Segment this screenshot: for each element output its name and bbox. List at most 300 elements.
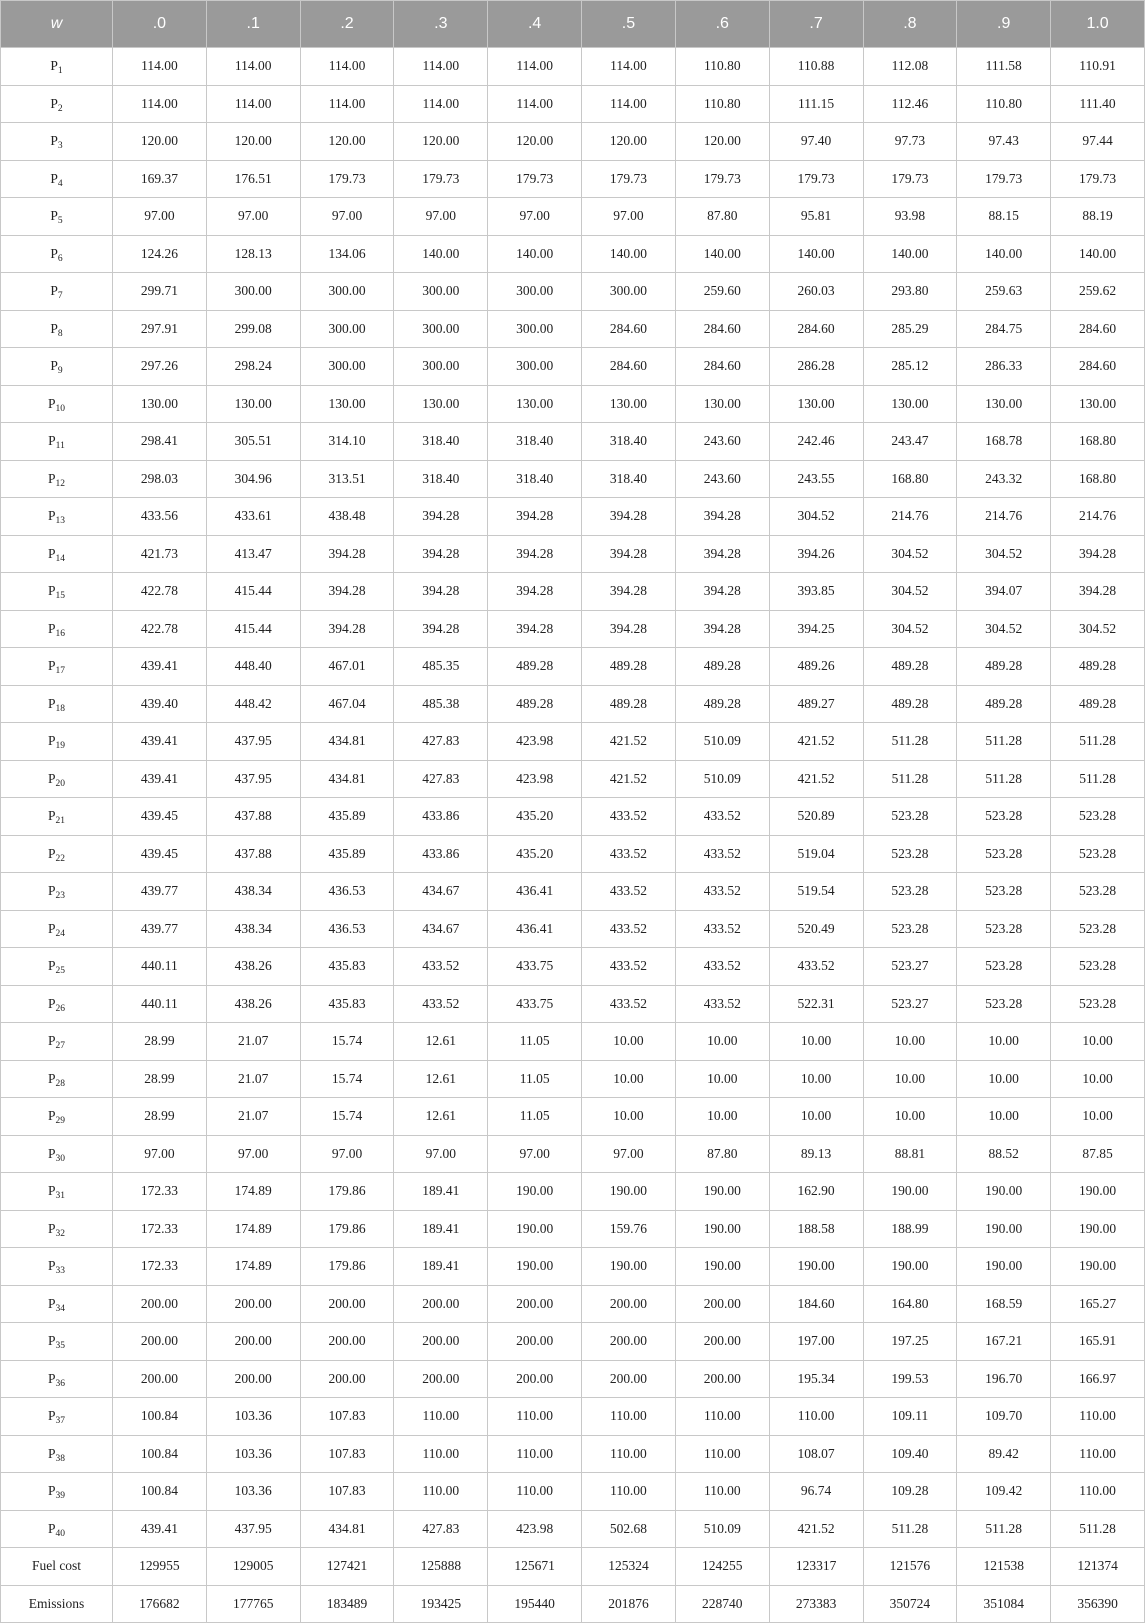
table-cell: 103.36: [206, 1398, 300, 1436]
table-cell: 168.80: [1051, 460, 1145, 498]
row-label: [1, 910, 113, 948]
table-cell: 439.77: [113, 910, 207, 948]
table-cell: 97.00: [300, 1135, 394, 1173]
table-cell: 111.58: [957, 48, 1051, 86]
table-cell: 88.19: [1051, 198, 1145, 236]
table-cell: 179.86: [300, 1210, 394, 1248]
table-cell: 114.00: [394, 85, 488, 123]
row-label: [1, 48, 113, 86]
table-cell: 130.00: [488, 385, 582, 423]
table-cell: 110.00: [488, 1435, 582, 1473]
table-cell: 435.20: [488, 798, 582, 836]
table-cell: 285.29: [863, 310, 957, 348]
table-row: [1, 1098, 1145, 1136]
table-cell: 284.60: [1051, 348, 1145, 386]
row-label-text: P: [47, 395, 56, 411]
row-label-subscript: 28: [55, 1078, 65, 1089]
table-cell: 433.86: [394, 835, 488, 873]
table-cell: 304.52: [957, 610, 1051, 648]
table-cell: 140.00: [488, 235, 582, 273]
table-cell: 523.28: [957, 948, 1051, 986]
table-cell: 179.73: [394, 160, 488, 198]
table-cell: 107.83: [300, 1435, 394, 1473]
row-label-subscript: 5: [57, 216, 63, 227]
table-cell: 179.73: [675, 160, 769, 198]
row-label-text: P: [50, 245, 58, 261]
table-cell: 28.99: [113, 1098, 207, 1136]
row-label: [1, 1585, 113, 1623]
row-label-subscript: 36: [55, 1378, 65, 1389]
table-cell: 10.00: [675, 1098, 769, 1136]
table-cell: 523.28: [863, 910, 957, 948]
table-cell: 519.54: [769, 873, 863, 911]
table-cell: 10.00: [863, 1023, 957, 1061]
table-cell: 10.00: [1051, 1098, 1145, 1136]
row-label-subscript: 26: [55, 1003, 65, 1014]
row-label-text: P: [47, 1108, 56, 1124]
row-label-text: P: [47, 1295, 56, 1311]
table-cell: 284.60: [675, 310, 769, 348]
table-cell: 179.73: [300, 160, 394, 198]
table-cell: 438.48: [300, 498, 394, 536]
row-label-text: Emissions: [28, 1595, 85, 1611]
table-row: [1, 1548, 1145, 1586]
table-cell: 10.00: [675, 1060, 769, 1098]
table-cell: 179.86: [300, 1248, 394, 1286]
table-cell: 190.00: [582, 1173, 676, 1211]
table-cell: 523.28: [1051, 948, 1145, 986]
table-row: [1, 1248, 1145, 1286]
row-label-subscript: 15: [55, 591, 65, 602]
table-cell: 214.76: [957, 498, 1051, 536]
row-label-subscript: 27: [55, 1041, 65, 1052]
row-label-text: P: [47, 583, 56, 599]
header-col: .5: [582, 1, 676, 48]
table-cell: 436.53: [300, 910, 394, 948]
table-cell: 433.52: [582, 910, 676, 948]
table-cell: 179.86: [300, 1173, 394, 1211]
table-cell: 433.52: [582, 873, 676, 911]
table-cell: 293.80: [863, 273, 957, 311]
row-label: [1, 535, 113, 573]
table-cell: 394.26: [769, 535, 863, 573]
table-row: [1, 1023, 1145, 1061]
table-cell: 489.28: [582, 648, 676, 686]
table-cell: 394.28: [488, 610, 582, 648]
table-cell: 21.07: [206, 1060, 300, 1098]
row-label: [1, 1398, 113, 1436]
table-cell: 433.52: [675, 910, 769, 948]
table-cell: 300.00: [394, 348, 488, 386]
table-row: [1, 648, 1145, 686]
row-label-subscript: 16: [55, 628, 65, 639]
table-cell: 164.80: [863, 1285, 957, 1323]
table-cell: 97.00: [113, 198, 207, 236]
table-cell: 10.00: [582, 1060, 676, 1098]
table-cell: 427.83: [394, 1510, 488, 1548]
table-cell: 318.40: [488, 460, 582, 498]
table-cell: 440.11: [113, 948, 207, 986]
table-row: [1, 385, 1145, 423]
table-cell: 304.52: [957, 535, 1051, 573]
table-cell: 97.00: [300, 198, 394, 236]
table-cell: 190.00: [957, 1210, 1051, 1248]
table-cell: 130.00: [675, 385, 769, 423]
table-cell: 523.28: [1051, 835, 1145, 873]
row-label: [1, 123, 113, 161]
row-label-subscript: 30: [55, 1153, 65, 1164]
table-cell: 489.27: [769, 685, 863, 723]
table-cell: 114.00: [582, 85, 676, 123]
table-cell: 130.00: [394, 385, 488, 423]
row-label-text: P: [47, 1520, 56, 1536]
table-cell: 188.99: [863, 1210, 957, 1248]
table-cell: 433.52: [582, 985, 676, 1023]
table-cell: 523.28: [957, 873, 1051, 911]
table-cell: 15.74: [300, 1060, 394, 1098]
table-cell: 436.41: [488, 910, 582, 948]
table-cell: 103.36: [206, 1473, 300, 1511]
header-col: .2: [300, 1, 394, 48]
table-cell: 97.44: [1051, 123, 1145, 161]
table-cell: 21.07: [206, 1098, 300, 1136]
table-cell: 190.00: [675, 1210, 769, 1248]
table-cell: 489.28: [863, 685, 957, 723]
table-cell: 28.99: [113, 1060, 207, 1098]
table-cell: 125324: [582, 1548, 676, 1586]
table-cell: 11.05: [488, 1023, 582, 1061]
table-cell: 111.40: [1051, 85, 1145, 123]
table-cell: 511.28: [1051, 1510, 1145, 1548]
table-cell: 179.73: [488, 160, 582, 198]
table-cell: 127421: [300, 1548, 394, 1586]
table-cell: 394.28: [300, 535, 394, 573]
table-cell: 179.73: [769, 160, 863, 198]
row-label: [1, 1023, 113, 1061]
table-cell: 298.03: [113, 460, 207, 498]
table-cell: 284.75: [957, 310, 1051, 348]
table-cell: 394.28: [488, 498, 582, 536]
table-cell: 12.61: [394, 1060, 488, 1098]
table-cell: 523.28: [1051, 798, 1145, 836]
table-cell: 433.52: [394, 948, 488, 986]
table-cell: 304.96: [206, 460, 300, 498]
table-row: [1, 1473, 1145, 1511]
table-cell: 110.00: [769, 1398, 863, 1436]
row-label-subscript: 22: [55, 853, 65, 864]
table-cell: 114.00: [300, 48, 394, 86]
table-cell: 242.46: [769, 423, 863, 461]
table-cell: 109.11: [863, 1398, 957, 1436]
table-cell: 121538: [957, 1548, 1051, 1586]
header-col: .7: [769, 1, 863, 48]
row-label-subscript: 21: [55, 816, 65, 827]
table-cell: 522.31: [769, 985, 863, 1023]
table-cell: 433.52: [394, 985, 488, 1023]
table-cell: 196.70: [957, 1360, 1051, 1398]
table-cell: 140.00: [957, 235, 1051, 273]
table-cell: 286.28: [769, 348, 863, 386]
row-label: [1, 498, 113, 536]
table-cell: 438.26: [206, 948, 300, 986]
row-label-subscript: 14: [55, 553, 65, 564]
table-cell: 523.27: [863, 948, 957, 986]
table-cell: 305.51: [206, 423, 300, 461]
table-cell: 435.83: [300, 985, 394, 1023]
table-cell: 10.00: [957, 1060, 1051, 1098]
table-cell: 120.00: [488, 123, 582, 161]
table-cell: 110.00: [1051, 1398, 1145, 1436]
table-cell: 190.00: [488, 1248, 582, 1286]
row-label-text: Fuel cost: [31, 1558, 82, 1574]
table-cell: 433.56: [113, 498, 207, 536]
table-cell: 10.00: [769, 1060, 863, 1098]
row-label: [1, 385, 113, 423]
table-cell: 109.40: [863, 1435, 957, 1473]
table-cell: 10.00: [1051, 1060, 1145, 1098]
table-row: [1, 610, 1145, 648]
table-cell: 110.00: [675, 1473, 769, 1511]
table-cell: 189.41: [394, 1210, 488, 1248]
table-cell: 298.41: [113, 423, 207, 461]
row-label-text: P: [47, 770, 56, 786]
table-cell: 510.09: [675, 760, 769, 798]
table-cell: 97.00: [488, 1135, 582, 1173]
row-label-subscript: 23: [55, 891, 65, 902]
table-cell: 485.38: [394, 685, 488, 723]
row-label-text: P: [47, 470, 56, 486]
table-cell: 179.73: [1051, 160, 1145, 198]
header-col: .9: [957, 1, 1051, 48]
row-label-text: P: [47, 1258, 56, 1274]
row-label-subscript: 13: [55, 516, 65, 527]
table-cell: 108.07: [769, 1435, 863, 1473]
table-cell: 437.95: [206, 723, 300, 761]
row-label-text: P: [50, 133, 58, 149]
table-cell: 120.00: [113, 123, 207, 161]
table-row: [1, 798, 1145, 836]
table-cell: 87.85: [1051, 1135, 1145, 1173]
table-cell: 197.25: [863, 1323, 957, 1361]
table-cell: 100.84: [113, 1398, 207, 1436]
row-label: [1, 235, 113, 273]
table-cell: 523.28: [957, 835, 1051, 873]
row-label-text: P: [47, 620, 56, 636]
row-label-text: P: [47, 883, 56, 899]
table-row: [1, 48, 1145, 86]
row-label: [1, 798, 113, 836]
table-cell: 259.63: [957, 273, 1051, 311]
table-cell: 10.00: [769, 1098, 863, 1136]
table-cell: 114.00: [113, 48, 207, 86]
table-cell: 110.80: [675, 48, 769, 86]
table-cell: 190.00: [582, 1248, 676, 1286]
table-cell: 421.52: [769, 1510, 863, 1548]
table-cell: 298.24: [206, 348, 300, 386]
table-cell: 437.88: [206, 835, 300, 873]
table-row: [1, 723, 1145, 761]
table-cell: 114.00: [206, 48, 300, 86]
table-cell: 120.00: [675, 123, 769, 161]
table-cell: 97.00: [206, 1135, 300, 1173]
table-cell: 140.00: [863, 235, 957, 273]
table-row: [1, 1173, 1145, 1211]
table-cell: 300.00: [394, 310, 488, 348]
table-cell: 120.00: [582, 123, 676, 161]
row-label: [1, 273, 113, 311]
table-cell: 435.20: [488, 835, 582, 873]
row-label-text: P: [47, 845, 56, 861]
row-label: [1, 835, 113, 873]
row-label-text: P: [47, 1408, 56, 1424]
table-cell: 107.83: [300, 1398, 394, 1436]
table-cell: 200.00: [488, 1285, 582, 1323]
table-cell: 423.98: [488, 1510, 582, 1548]
table-cell: 195.34: [769, 1360, 863, 1398]
table-cell: 394.25: [769, 610, 863, 648]
table-cell: 489.28: [675, 685, 769, 723]
table-cell: 190.00: [1051, 1248, 1145, 1286]
table-cell: 159.76: [582, 1210, 676, 1248]
table-cell: 243.55: [769, 460, 863, 498]
table-cell: 172.33: [113, 1210, 207, 1248]
table-cell: 167.21: [957, 1323, 1051, 1361]
row-label-text: P: [50, 95, 58, 111]
table-cell: 200.00: [113, 1360, 207, 1398]
table-cell: 523.28: [1051, 873, 1145, 911]
table-cell: 97.43: [957, 123, 1051, 161]
table-cell: 467.04: [300, 685, 394, 723]
table-cell: 394.28: [488, 573, 582, 611]
table-cell: 284.60: [769, 310, 863, 348]
table-cell: 438.26: [206, 985, 300, 1023]
row-label-subscript: 3: [57, 141, 63, 152]
row-label: [1, 948, 113, 986]
table-cell: 10.00: [957, 1023, 1051, 1061]
table-cell: 394.28: [300, 573, 394, 611]
table-cell: 183489: [300, 1585, 394, 1623]
table-body: [1, 48, 1145, 1623]
table-cell: 130.00: [113, 385, 207, 423]
table-cell: 200.00: [675, 1285, 769, 1323]
row-label-subscript: 1: [57, 66, 63, 77]
table-cell: 174.89: [206, 1248, 300, 1286]
table-cell: 140.00: [394, 235, 488, 273]
table-cell: 129005: [206, 1548, 300, 1586]
table-cell: 168.78: [957, 423, 1051, 461]
table-cell: 11.05: [488, 1098, 582, 1136]
row-label-text: P: [47, 808, 56, 824]
table-cell: 110.00: [675, 1398, 769, 1436]
table-cell: 259.62: [1051, 273, 1145, 311]
table-cell: 273383: [769, 1585, 863, 1623]
table-cell: 439.41: [113, 723, 207, 761]
table-cell: 433.52: [582, 948, 676, 986]
table-cell: 110.00: [675, 1435, 769, 1473]
table-cell: 439.41: [113, 1510, 207, 1548]
table-cell: 10.00: [1051, 1023, 1145, 1061]
table-cell: 394.28: [300, 610, 394, 648]
table-cell: 128.13: [206, 235, 300, 273]
table-cell: 130.00: [206, 385, 300, 423]
table-cell: 97.00: [394, 198, 488, 236]
table-cell: 523.28: [863, 873, 957, 911]
table-cell: 434.67: [394, 873, 488, 911]
table-cell: 433.52: [769, 948, 863, 986]
table-cell: 28.99: [113, 1023, 207, 1061]
table-cell: 174.89: [206, 1210, 300, 1248]
row-label: [1, 1285, 113, 1323]
table-cell: 125671: [488, 1548, 582, 1586]
table-cell: 195440: [488, 1585, 582, 1623]
table-cell: 415.44: [206, 610, 300, 648]
row-label-text: P: [47, 1370, 56, 1386]
table-cell: 523.28: [1051, 910, 1145, 948]
table-cell: 200.00: [206, 1323, 300, 1361]
row-label-subscript: 19: [55, 741, 65, 752]
row-label-subscript: 31: [55, 1191, 65, 1202]
row-label: [1, 1473, 113, 1511]
table-cell: 439.41: [113, 760, 207, 798]
table-row: [1, 985, 1145, 1023]
table-cell: 111.15: [769, 85, 863, 123]
table-cell: 200.00: [582, 1360, 676, 1398]
table-cell: 436.41: [488, 873, 582, 911]
row-label-text: P: [50, 208, 58, 224]
table-row: [1, 910, 1145, 948]
table-row: [1, 1060, 1145, 1098]
table-cell: 130.00: [957, 385, 1051, 423]
table-cell: 356390: [1051, 1585, 1145, 1623]
row-label-subscript: 20: [55, 778, 65, 789]
row-label: [1, 423, 113, 461]
table-cell: 300.00: [488, 273, 582, 311]
table-cell: 177765: [206, 1585, 300, 1623]
row-label: [1, 610, 113, 648]
header-col: .3: [394, 1, 488, 48]
table-cell: 110.88: [769, 48, 863, 86]
table-cell: 110.00: [394, 1473, 488, 1511]
table-cell: 179.73: [863, 160, 957, 198]
table-cell: 107.83: [300, 1473, 394, 1511]
row-label: [1, 873, 113, 911]
table-cell: 140.00: [769, 235, 863, 273]
table-cell: 394.28: [582, 498, 676, 536]
row-label-text: P: [48, 433, 56, 449]
table-row: [1, 123, 1145, 161]
table-cell: 299.08: [206, 310, 300, 348]
table-cell: 179.73: [957, 160, 1051, 198]
row-label-text: P: [47, 995, 56, 1011]
table-cell: 176.51: [206, 160, 300, 198]
table-cell: 112.46: [863, 85, 957, 123]
row-label-subscript: 9: [57, 366, 63, 377]
table-cell: 110.00: [394, 1398, 488, 1436]
table-cell: 10.00: [863, 1060, 957, 1098]
table-cell: 200.00: [582, 1285, 676, 1323]
table-cell: 433.52: [675, 985, 769, 1023]
row-label: [1, 1548, 113, 1586]
header-col: .4: [488, 1, 582, 48]
row-label: [1, 1435, 113, 1473]
table-cell: 172.33: [113, 1173, 207, 1211]
table-cell: 200.00: [582, 1323, 676, 1361]
table-cell: 200.00: [300, 1285, 394, 1323]
table-cell: 439.77: [113, 873, 207, 911]
table-row: [1, 1435, 1145, 1473]
table-cell: 438.34: [206, 910, 300, 948]
table-cell: 120.00: [300, 123, 394, 161]
